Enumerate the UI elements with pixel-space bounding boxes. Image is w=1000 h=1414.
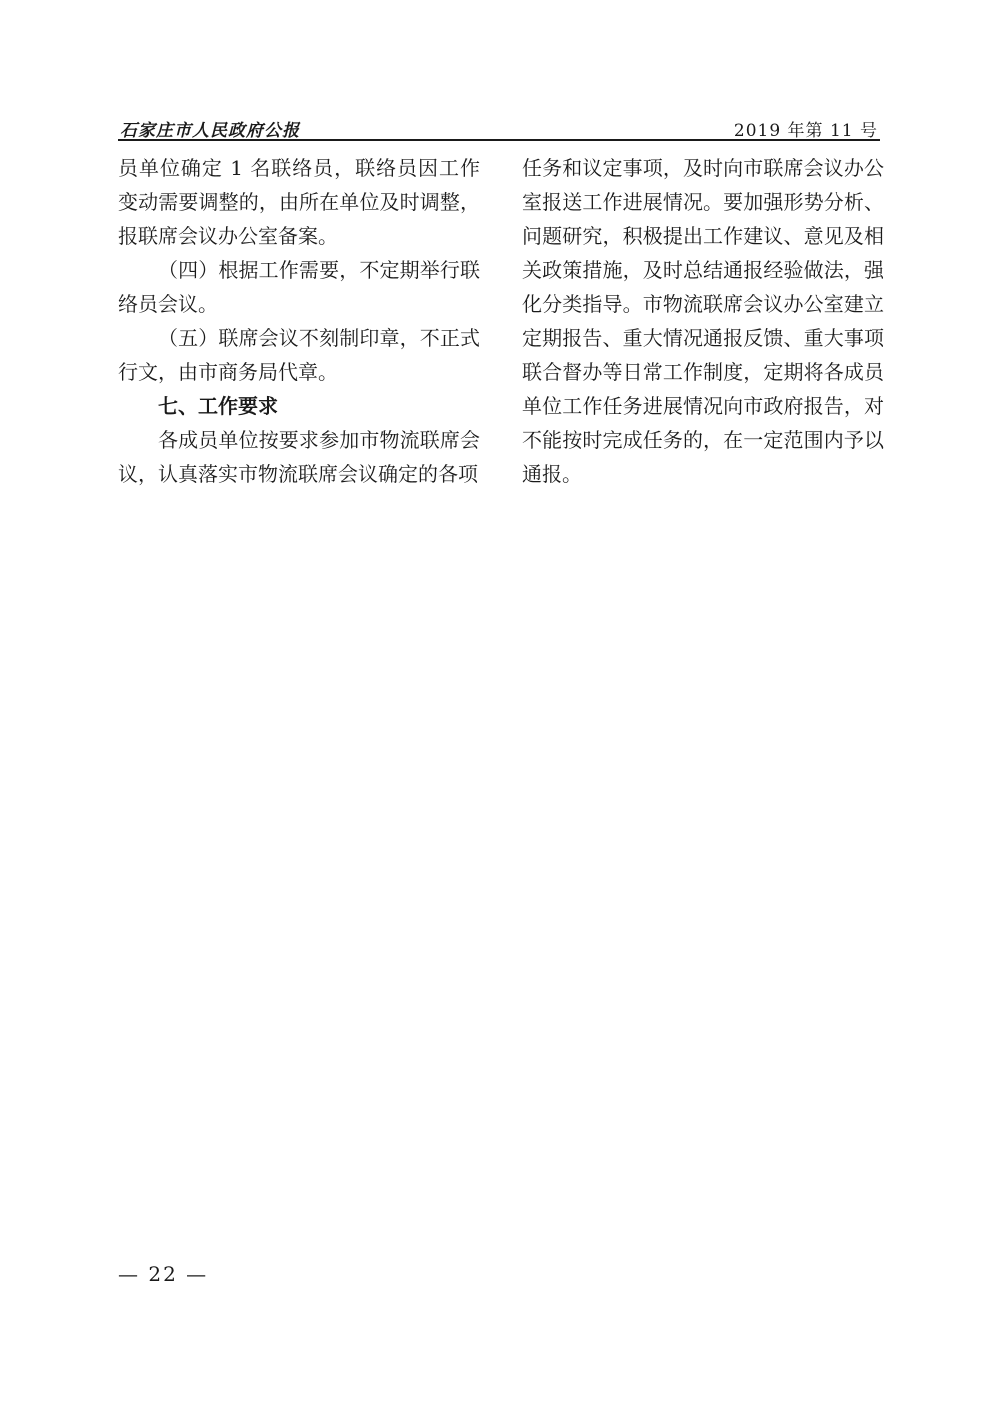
section-heading: 七、工作要求 [158,394,278,418]
issue-number: 2019 年第 11 号 [733,121,878,141]
paragraph-item-5: （五）联席会议不刻制印章，不正式行文，由市商务局代章。 [118,326,480,384]
page-number: — 22 — [118,1262,209,1286]
right-column [522,151,884,491]
header-rule [118,139,880,141]
paragraph-item-4: （四）根据工作需要，不定期举行联络员会议。 [118,258,480,316]
left-column [118,151,480,491]
paragraph-requirements: 各成员单位按要求参加市物流联席会议，认真落实市物流联席会议确定的各项 [118,428,480,486]
paragraph-requirements-continued: 任务和议定事项，及时向市联席会议办公室报送工作进展情况。要加强形势分析、问题研究，积极提出工作建议、意见及相关政策措施，及时总结通报经验做法，强化分类指导。市物流联席会议办公室建立定期报告、重大情况通报反馈、重大事项联合督办等日常工作制度，定期将各成员单位工作任务进展情况向市政府报告，对不能按时完成任务的，在一定范围内予以通报。 [522,156,884,486]
paragraph-continued: 员单位确定 1 名联络员，联络员因工作变动需要调整的，由所在单位及时调整，报联席会议办公室备案。 [118,156,480,248]
running-header [118,112,880,142]
publication-title: 石家庄市人民政府公报 [120,121,300,141]
